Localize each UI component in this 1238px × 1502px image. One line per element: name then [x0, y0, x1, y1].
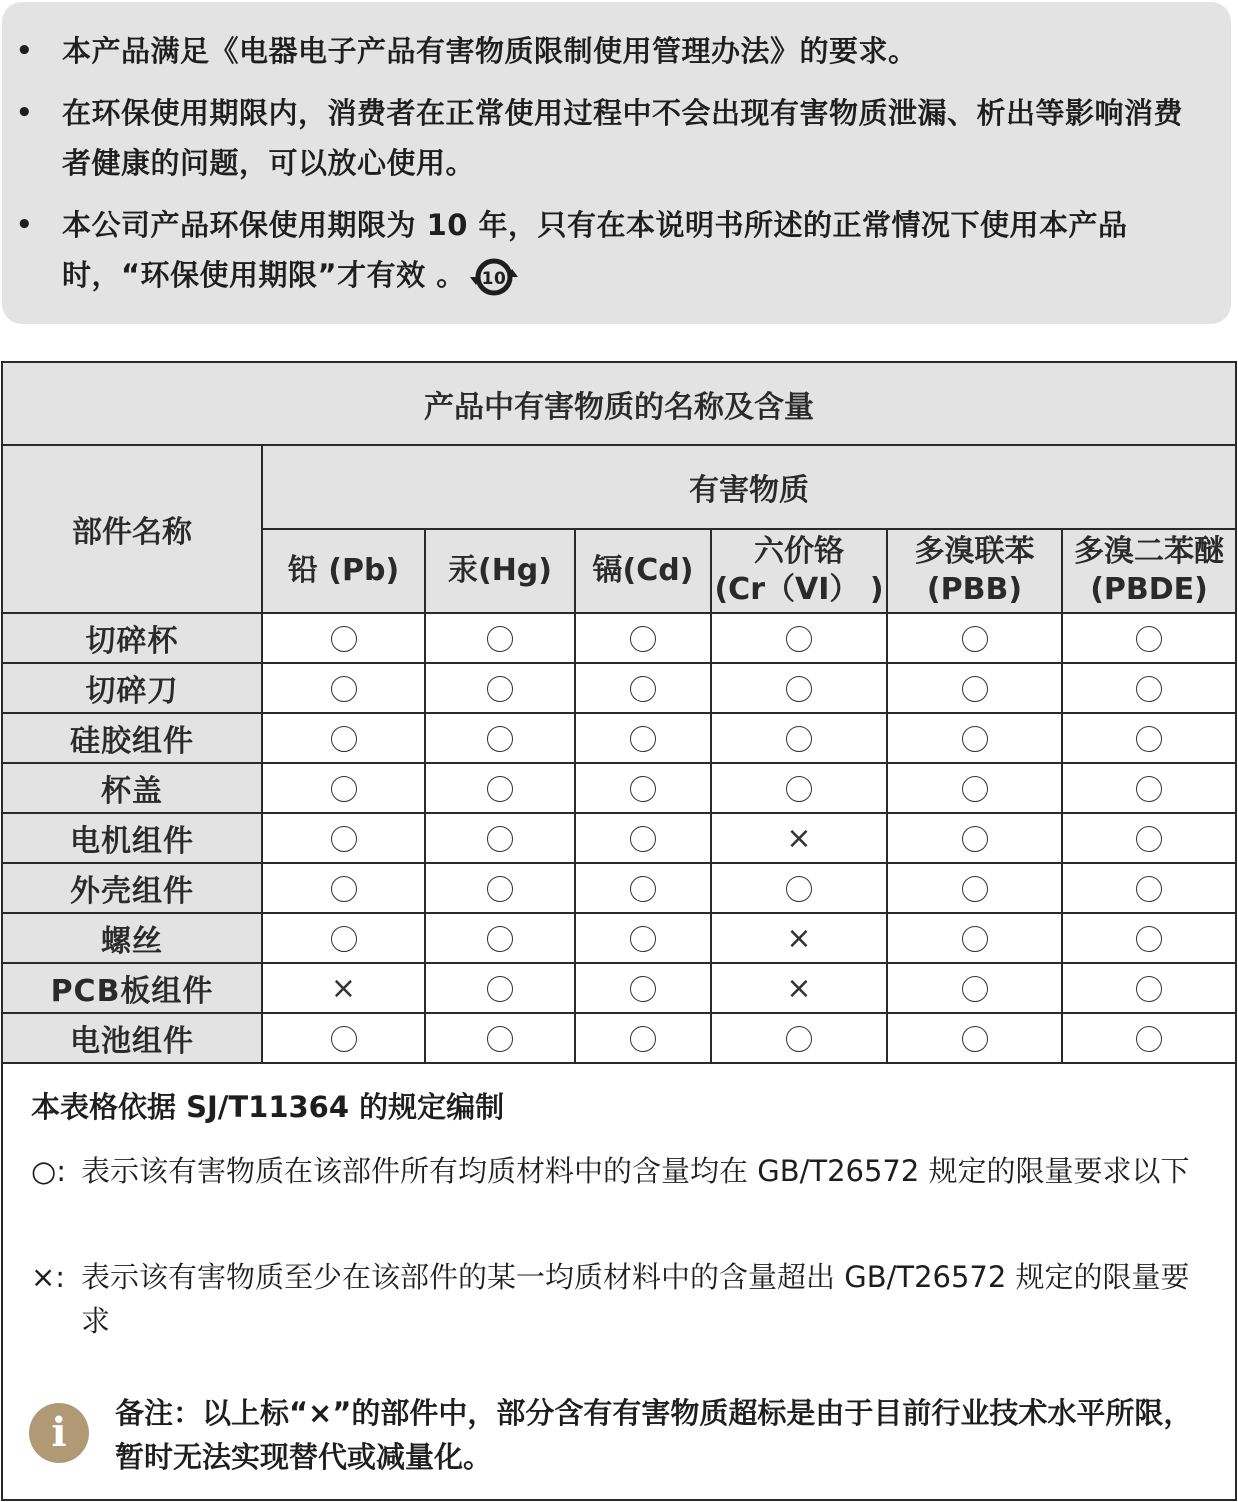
substance-mark-cell	[711, 663, 887, 713]
column-header-line1: 铅 (Pb)	[287, 553, 400, 588]
column-header-line1: 多溴二苯醚	[1074, 534, 1225, 569]
part-name-cell: 电池组件	[3, 1013, 262, 1063]
compliant-mark	[487, 776, 513, 802]
substance-mark-cell	[711, 1013, 887, 1063]
bullet-dot: •	[16, 36, 34, 66]
substance-column-header	[425, 529, 575, 613]
substance-mark-cell	[425, 713, 575, 763]
compliant-mark	[487, 826, 513, 852]
substance-mark-cell	[262, 713, 425, 763]
compliant-mark	[1136, 876, 1162, 902]
substance-mark-cell	[1062, 963, 1235, 1013]
part-name-header: 部件名称	[3, 445, 262, 613]
substance-mark-cell	[1062, 813, 1235, 863]
substance-mark-cell	[887, 613, 1062, 663]
compliant-mark	[1136, 676, 1162, 702]
substance-mark-cell	[887, 663, 1062, 713]
column-header-line1: 多溴联苯	[914, 534, 1035, 569]
part-name-cell: 电机组件	[3, 813, 262, 863]
substance-mark-cell	[575, 713, 711, 763]
compliant-mark	[1136, 976, 1162, 1002]
substance-mark-cell	[711, 963, 887, 1013]
info-icon: i	[29, 1403, 89, 1463]
compliant-mark	[962, 826, 988, 852]
substance-mark-cell	[575, 663, 711, 713]
table-row	[3, 763, 1235, 813]
column-header-line2: (PBDE)	[1090, 572, 1208, 607]
substance-mark-cell	[262, 863, 425, 913]
substance-mark-cell	[711, 913, 887, 963]
compliant-mark	[331, 726, 357, 752]
substance-mark-cell	[711, 863, 887, 913]
substance-mark-cell	[1062, 613, 1235, 663]
substance-mark-cell	[262, 913, 425, 963]
part-name-cell: 螺丝	[3, 913, 262, 963]
substance-mark-cell	[711, 713, 887, 763]
compliant-mark	[962, 676, 988, 702]
exceeds-mark: ×	[786, 821, 812, 856]
compliant-mark	[487, 726, 513, 752]
part-name-cell: PCB板组件	[3, 963, 262, 1013]
substance-mark-cell	[425, 863, 575, 913]
compliant-mark	[630, 776, 656, 802]
substance-mark-cell	[425, 1013, 575, 1063]
compliant-mark	[487, 926, 513, 952]
compliant-mark	[786, 726, 812, 752]
compliant-mark	[786, 876, 812, 902]
substance-mark-cell	[887, 813, 1062, 863]
table-title: 产品中有害物质的名称及含量	[3, 363, 1235, 445]
table-row	[3, 713, 1235, 763]
notice-text: 本公司产品环保使用期限为 10 年，只有在本说明书所述的正常情况下使用本产品时，“环保使用期限”才有效 。	[62, 208, 1128, 292]
part-name-cell: 外壳组件	[3, 863, 262, 913]
hazardous-substance-table	[1, 361, 1237, 1501]
table-row	[3, 613, 1235, 663]
exceeds-mark: ×	[330, 971, 357, 1006]
compliant-mark	[786, 776, 812, 802]
substance-mark-cell	[575, 1013, 711, 1063]
substance-mark-cell	[575, 963, 711, 1013]
bullet-dot: •	[16, 210, 34, 240]
remark-text: 备注：以上标“×”的部件中，部分含有有害物质超标是由于目前行业技术水平所限，暂时无法实现替代或减量化。	[115, 1396, 1193, 1474]
substance-mark-cell	[711, 813, 887, 863]
compliant-mark	[1136, 926, 1162, 952]
legend-symbol: ×:	[31, 1260, 66, 1294]
compliant-mark	[962, 626, 988, 652]
part-name-cell: 杯盖	[3, 763, 262, 813]
substance-mark-cell	[262, 613, 425, 663]
column-header-line2: (PBB)	[926, 572, 1023, 607]
substance-column-header	[262, 529, 425, 613]
substance-mark-cell	[425, 963, 575, 1013]
substance-mark-cell	[1062, 763, 1235, 813]
compliant-mark	[962, 976, 988, 1002]
exceeds-mark: ×	[786, 921, 812, 956]
substance-column-header	[575, 529, 711, 613]
substance-mark-cell	[262, 963, 425, 1013]
substance-mark-cell	[711, 763, 887, 813]
compliant-mark	[487, 676, 513, 702]
exceeds-mark: ×	[786, 971, 812, 1006]
part-name-cell: 切碎杯	[3, 613, 262, 663]
legend-item-cross	[31, 1255, 1211, 1343]
compliant-mark	[962, 926, 988, 952]
compliant-mark	[331, 826, 357, 852]
substance-mark-cell	[425, 813, 575, 863]
table-row	[3, 663, 1235, 713]
compliant-mark	[630, 826, 656, 852]
substance-mark-cell	[1062, 863, 1235, 913]
compliant-mark	[630, 876, 656, 902]
substance-mark-cell	[575, 813, 711, 863]
substance-mark-cell	[887, 863, 1062, 913]
part-name-cell: 硅胶组件	[3, 713, 262, 763]
notice-text: 本产品满足《电器电子产品有害物质限制使用管理办法》的要求。	[62, 34, 918, 68]
substance-mark-cell	[1062, 913, 1235, 963]
substance-mark-cell	[575, 913, 711, 963]
compliant-mark	[1136, 776, 1162, 802]
substance-mark-cell	[262, 663, 425, 713]
compliant-mark	[962, 726, 988, 752]
substance-mark-cell	[575, 863, 711, 913]
substance-column-header	[887, 529, 1062, 613]
substance-mark-cell	[575, 763, 711, 813]
compliant-mark	[630, 626, 656, 652]
legend-symbol: ○:	[31, 1154, 67, 1188]
table-row	[3, 1013, 1235, 1063]
notice-text-with-icon	[62, 200, 1212, 300]
substance-mark-cell	[425, 763, 575, 813]
notice-box	[2, 2, 1231, 324]
compliant-mark	[487, 876, 513, 902]
substance-column-header	[711, 529, 887, 613]
substance-column-header	[1062, 529, 1235, 613]
substance-mark-cell	[425, 913, 575, 963]
compliant-mark	[962, 776, 988, 802]
legend-text: 表示该有害物质至少在该部件的某一均质材料中的含量超出 GB/T26572 规定的限量要求	[81, 1260, 1190, 1338]
compliant-mark	[487, 1026, 513, 1052]
compliant-mark	[1136, 626, 1162, 652]
substance-mark-cell	[1062, 663, 1235, 713]
compliant-mark	[786, 676, 812, 702]
substance-mark-cell	[887, 713, 1062, 763]
column-header-line1: 镉(Cd)	[592, 553, 694, 588]
compliant-mark	[487, 976, 513, 1002]
compliant-mark	[962, 1026, 988, 1052]
substance-mark-cell	[425, 613, 575, 663]
substance-mark-cell	[575, 613, 711, 663]
compliant-mark	[1136, 1026, 1162, 1052]
part-name-cell: 切碎刀	[3, 663, 262, 713]
compliant-mark	[331, 876, 357, 902]
substance-mark-cell	[887, 763, 1062, 813]
column-header-line1: 汞(Hg)	[447, 553, 552, 588]
compliant-mark	[630, 726, 656, 752]
substance-mark-cell	[887, 913, 1062, 963]
notice-text: 在环保使用期限内，消费者在正常使用过程中不会出现有害物质泄漏、析出等影响消费者健康的问题，可以放心使用。	[62, 96, 1184, 180]
environmental-protection-period-icon	[468, 255, 520, 299]
table-row	[3, 863, 1235, 913]
substance-mark-cell	[1062, 1013, 1235, 1063]
compliant-mark	[1136, 826, 1162, 852]
compliant-mark	[630, 1026, 656, 1052]
compliant-mark	[487, 626, 513, 652]
standard-basis: 本表格依据 SJ/T11364 的规定编制	[31, 1090, 505, 1124]
substance-mark-cell	[262, 763, 425, 813]
compliant-mark	[786, 1026, 812, 1052]
compliant-mark	[1136, 726, 1162, 752]
compliant-mark	[786, 626, 812, 652]
compliant-mark	[331, 626, 357, 652]
compliant-mark	[630, 676, 656, 702]
column-header-line2: (Cr（VI） )	[714, 572, 884, 607]
substance-mark-cell	[262, 1013, 425, 1063]
bullet-dot: •	[16, 98, 34, 128]
substance-mark-cell	[262, 813, 425, 863]
icon-number: 10	[481, 269, 507, 289]
substance-mark-cell	[887, 1013, 1062, 1063]
substance-mark-cell	[425, 663, 575, 713]
legend-item-circle	[31, 1149, 1211, 1193]
compliant-mark	[630, 976, 656, 1002]
compliant-mark	[962, 876, 988, 902]
compliant-mark	[331, 776, 357, 802]
substance-mark-cell	[711, 613, 887, 663]
compliant-mark	[331, 676, 357, 702]
substance-header: 有害物质	[262, 445, 1235, 529]
compliant-mark	[331, 1026, 357, 1052]
table-row	[3, 813, 1235, 863]
compliant-mark	[331, 926, 357, 952]
column-header-line1: 六价铬	[754, 534, 844, 569]
compliant-mark	[630, 926, 656, 952]
table-row	[3, 913, 1235, 963]
table-row	[3, 963, 1235, 1013]
legend-text: 表示该有害物质在该部件所有均质材料中的含量均在 GB/T26572 规定的限量要求以下	[81, 1154, 1190, 1188]
substance-mark-cell	[887, 963, 1062, 1013]
substance-mark-cell	[1062, 713, 1235, 763]
